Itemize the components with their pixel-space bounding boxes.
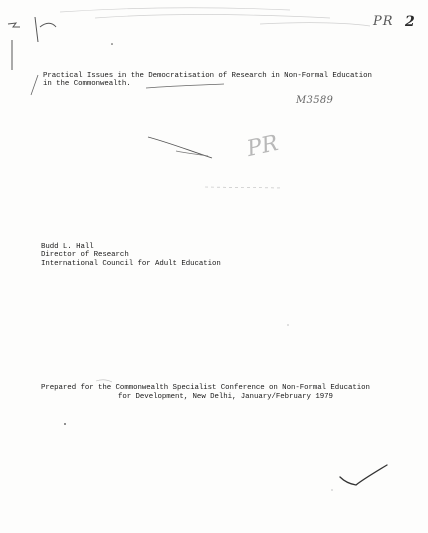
document-title-line-1: Practical Issues in the Democratisation of Research in Non-Formal Education: [43, 72, 372, 80]
conference-line-2: for Development, New Delhi, January/February 1979: [118, 393, 333, 401]
footer-smudge-mark: [96, 380, 112, 382]
center-scribble-text: PR: [244, 131, 281, 162]
diagonal-scribble-mark-2: [176, 151, 208, 156]
author-organization: International Council for Adult Education: [41, 260, 221, 268]
document-title-line-2: in the Commonwealth.: [43, 80, 131, 88]
speck-dot: [287, 324, 288, 325]
speck-dot: [111, 43, 113, 45]
author-role: Director of Research: [41, 251, 129, 259]
handwritten-code: M3589: [296, 95, 334, 106]
bleed-through-marks: [60, 8, 370, 26]
top-right-pr-mark: PR: [373, 14, 394, 29]
title-margin-mark: [31, 75, 38, 95]
top-right-page-number: 2: [405, 14, 415, 30]
speck-dot: [331, 489, 332, 490]
speck-dot: [64, 423, 66, 425]
title-underline-mark: [146, 84, 224, 88]
corner-scrawl-mark: [8, 17, 56, 42]
checkmark-icon: [340, 465, 387, 485]
faint-dash-line: [205, 187, 282, 188]
conference-line-1: Prepared for the Commonwealth Specialist Conference on Non-Formal Education: [41, 384, 370, 392]
author-name: Budd L. Hall: [41, 243, 94, 251]
